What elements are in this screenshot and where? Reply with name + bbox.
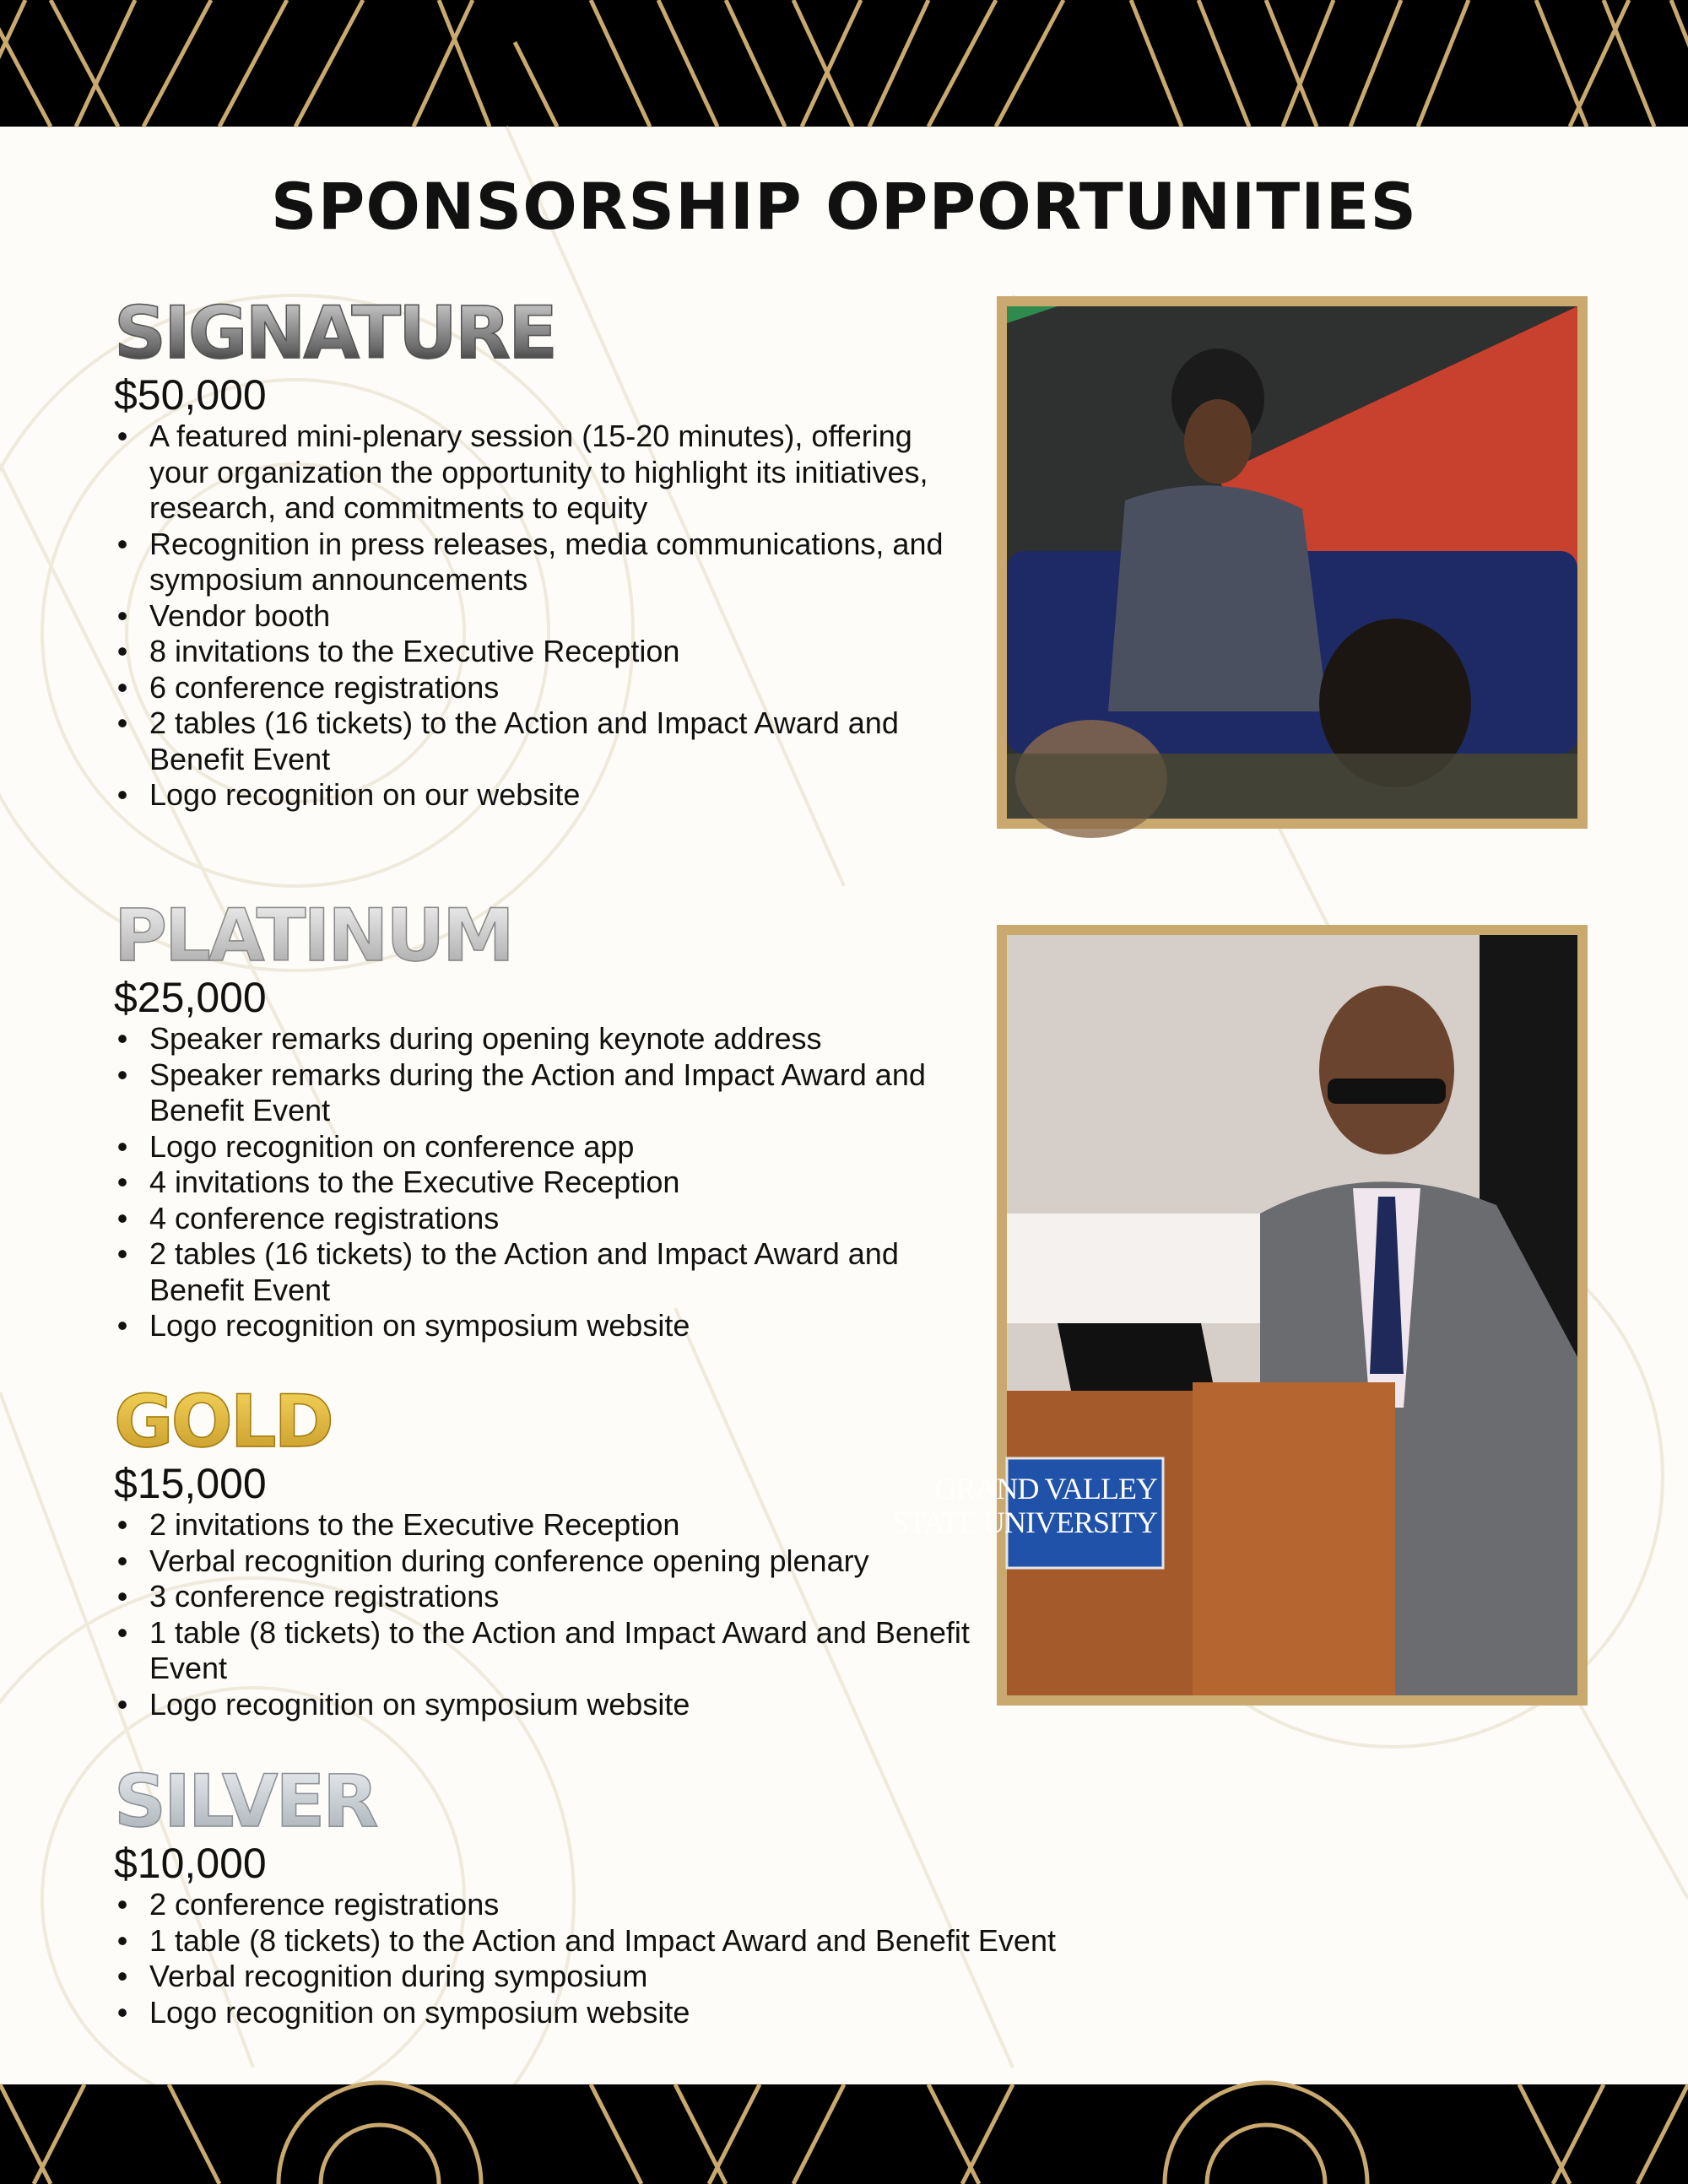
list-item: • Speaker remarks during the Action and Impact Award and Benefit Event (149, 1057, 966, 1129)
list-item: • Logo recognition on symposium website (149, 1687, 992, 1723)
list-item: • Logo recognition on symposium website (149, 1995, 1338, 2031)
bottom-decorative-band (0, 2084, 1688, 2184)
benefit-list (114, 1887, 1338, 2030)
tier-name: SILVER (114, 1765, 1338, 1838)
list-item: • 4 conference registrations (149, 1201, 966, 1237)
tier-platinum (114, 894, 966, 1344)
tier-price: $15,000 (114, 1460, 267, 1507)
benefit-list (114, 1507, 992, 1722)
list-item: • Logo recognition on symposium website (149, 1308, 966, 1344)
speaker-on-couch-photo (997, 296, 1588, 829)
tier-price: $25,000 (114, 974, 267, 1021)
photo-illustration (1007, 935, 1577, 1695)
list-item: • 1 table (8 tickets) to the Action and Impact Award and Benefit Event (149, 1923, 1338, 1960)
list-item: • 2 tables (16 tickets) to the Action and Impact Award and Benefit Event (149, 1236, 966, 1308)
list-item: • 2 tables (16 tickets) to the Action and Impact Award and Benefit Event (149, 705, 958, 777)
list-item: • 3 conference registrations (149, 1579, 992, 1615)
list-item: • 2 conference registrations (149, 1887, 1338, 1923)
art-deco-pattern (0, 0, 1688, 127)
speaker-at-podium-photo (891, 925, 1588, 1706)
tier-name: GOLD (114, 1386, 992, 1458)
list-item: • Logo recognition on our website (149, 777, 958, 814)
list-item: • Logo recognition on conference app (149, 1129, 966, 1165)
art-deco-pattern (0, 2084, 1688, 2184)
tier-name: SIGNATURE (114, 297, 958, 370)
list-item: • Verbal recognition during conference opening plenary (149, 1543, 992, 1580)
list-item: • Recognition in press releases, media communications, and symposium announcements (149, 527, 958, 598)
list-item: • Verbal recognition during symposium (149, 1959, 1338, 1995)
list-item: • 4 invitations to the Executive Reception (149, 1165, 966, 1201)
podium-sign-text: GRAND VALLEY STATE UNIVERSITY (891, 1472, 1157, 1539)
list-item: • 6 conference registrations (149, 670, 958, 706)
tier-price: $10,000 (114, 1840, 267, 1887)
tier-name: PLATINUM (114, 900, 966, 972)
benefit-list (114, 419, 958, 814)
list-item: • Vendor booth (149, 598, 958, 635)
list-item: • Speaker remarks during opening keynote address (149, 1021, 966, 1057)
tier-silver (114, 1760, 1338, 2030)
list-item: • 8 invitations to the Executive Reception (149, 634, 958, 670)
tier-gold (114, 1380, 992, 1722)
benefit-list (114, 1021, 966, 1344)
list-item: • A featured mini-plenary session (15-20 minutes), offering your organization the opportunity to highlight its initiatives, research, and commitments to equity (149, 419, 958, 527)
list-item: • 1 table (8 tickets) to the Action and Impact Award and Benefit Event (149, 1615, 992, 1687)
photo-illustration (1007, 306, 1577, 819)
tier-price: $50,000 (114, 371, 267, 419)
page-title: SPONSORSHIP OPPORTUNITIES (270, 169, 1418, 244)
top-decorative-band (0, 0, 1688, 127)
tier-signature (114, 291, 958, 814)
list-item: • 2 invitations to the Executive Reception (149, 1507, 992, 1543)
